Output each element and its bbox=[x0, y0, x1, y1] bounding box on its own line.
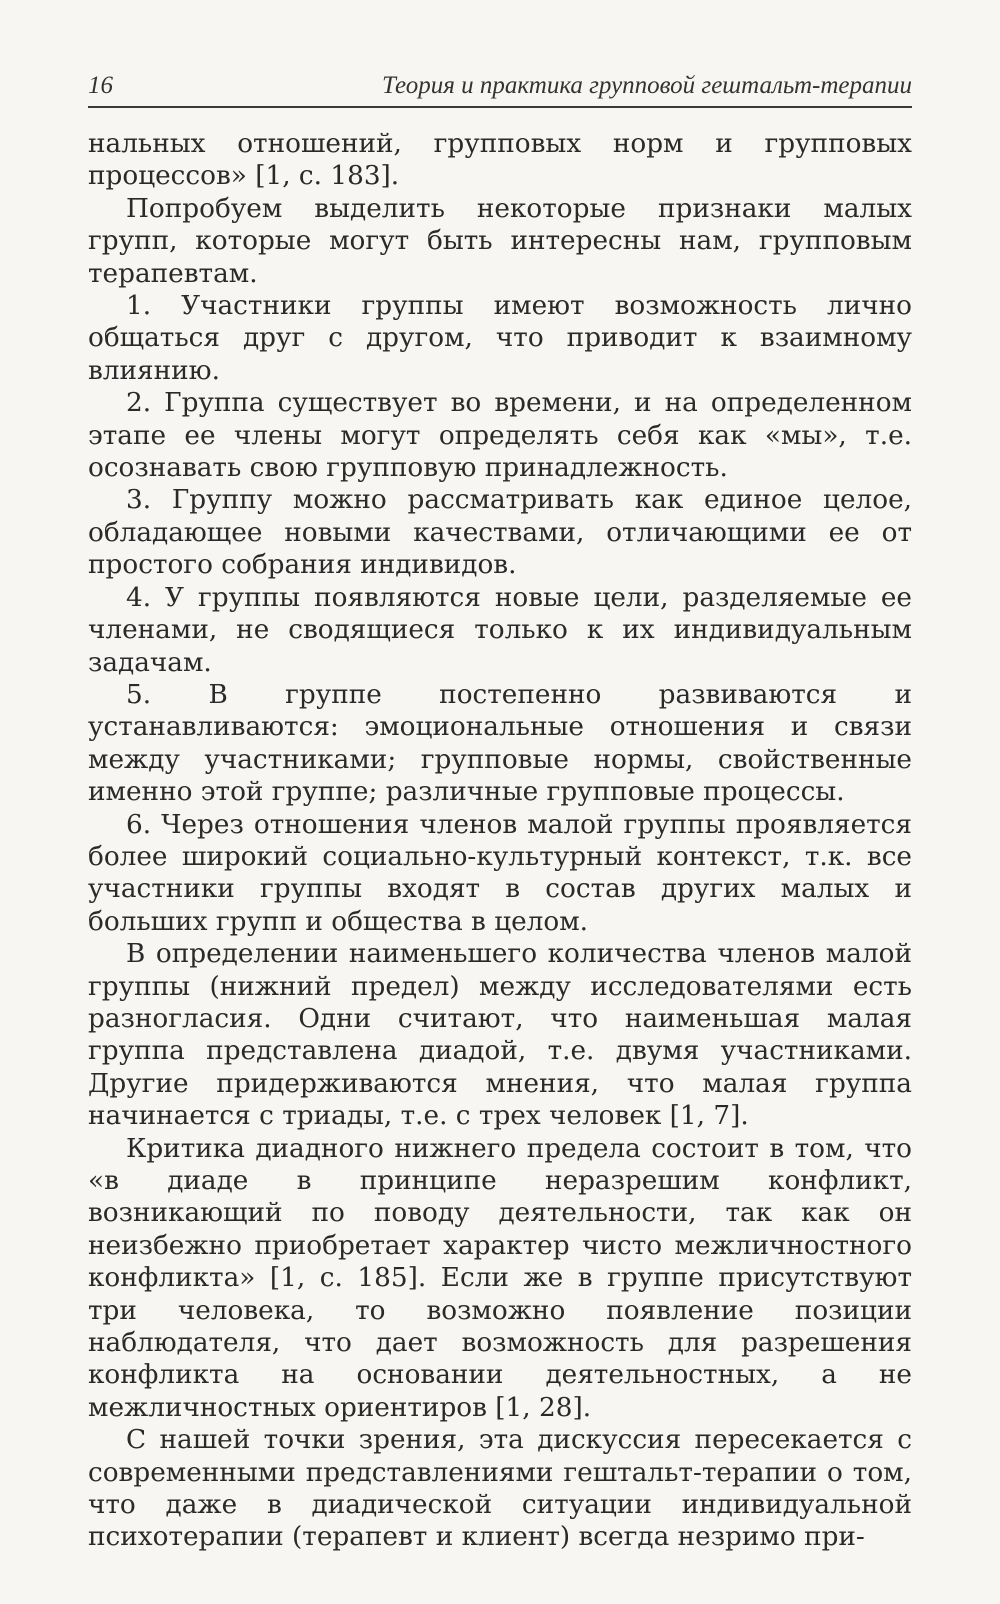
list-item: 1. Участники группы имеют возможность лично общаться друг с другом, что приводит к взаимному влиянию. bbox=[88, 291, 912, 386]
list-item: 4. У группы появляются новые цели, разделяемые ее членами, не сводящиеся только к их индивидуальным задачам. bbox=[88, 582, 912, 678]
list-item: 2. Группа существует во времени, и на определенном этапе ее члены могут определять себя как «мы», т.е. осознавать свою групповую принадлежность. bbox=[88, 388, 912, 484]
paragraph-continuation: нальных отношений, групповых норм и групповых процессов» [1, с. 183]. bbox=[88, 129, 912, 192]
running-head bbox=[88, 70, 912, 108]
list-item: 5. В группе постепенно развиваются и устанавливаются: эмоциональные отношения и связи между участниками; групповые нормы, свойственные именно этой группе; различные групповые процессы. bbox=[88, 679, 912, 808]
paragraph: В определении наименьшего количества членов малой группы (нижний предел) между исследователями есть разногласия. Одни считают, что наименьшая малая группа представлена диадой, т.е. двумя участниками. Другие придерживаются мнения, что малая группа начинается с триады, т.е. с трех человек [1, 7]. bbox=[88, 939, 912, 1132]
page-number: 16 bbox=[88, 72, 113, 99]
list-item: 6. Через отношения членов малой группы проявляется более широкий социально-культурный контекст, т.к. все участники группы входят в состав других малых и больших групп и общества в целом. bbox=[88, 809, 912, 937]
running-title: Теория и практика групповой гештальт-терапии bbox=[382, 72, 912, 99]
paragraph: С нашей точки зрения, эта дискуссия пересекается с современными представлениями гештальт-терапии о том, что даже в диадической ситуации индивидуальной психотерапии (терапевт и клиент) всегда незримо при- bbox=[88, 1425, 912, 1553]
list-item: 3. Группу можно рассматривать как единое целое, обладающее новыми качествами, отличающими ее от простого собрания индивидов. bbox=[88, 485, 912, 581]
body-text bbox=[88, 128, 912, 1554]
paragraph: Критика диадного нижнего предела состоит в том, что «в диаде в принципе неразрешим конфликт, возникающий по поводу деятельности, так как он неизбежно приобретает характер чисто межличностного конфликта» [1, с. 185]. Если же в группе присутствуют три человека, то возможно появление позиции наблюдателя, что дает возможность для разрешения конфликта на основании деятельностных, а не межличностных ориентиров [1, 28]. bbox=[88, 1133, 912, 1423]
paragraph: Попробуем выделить некоторые признаки малых групп, которые могут быть интересны нам, групповым терапевтам. bbox=[88, 193, 912, 289]
